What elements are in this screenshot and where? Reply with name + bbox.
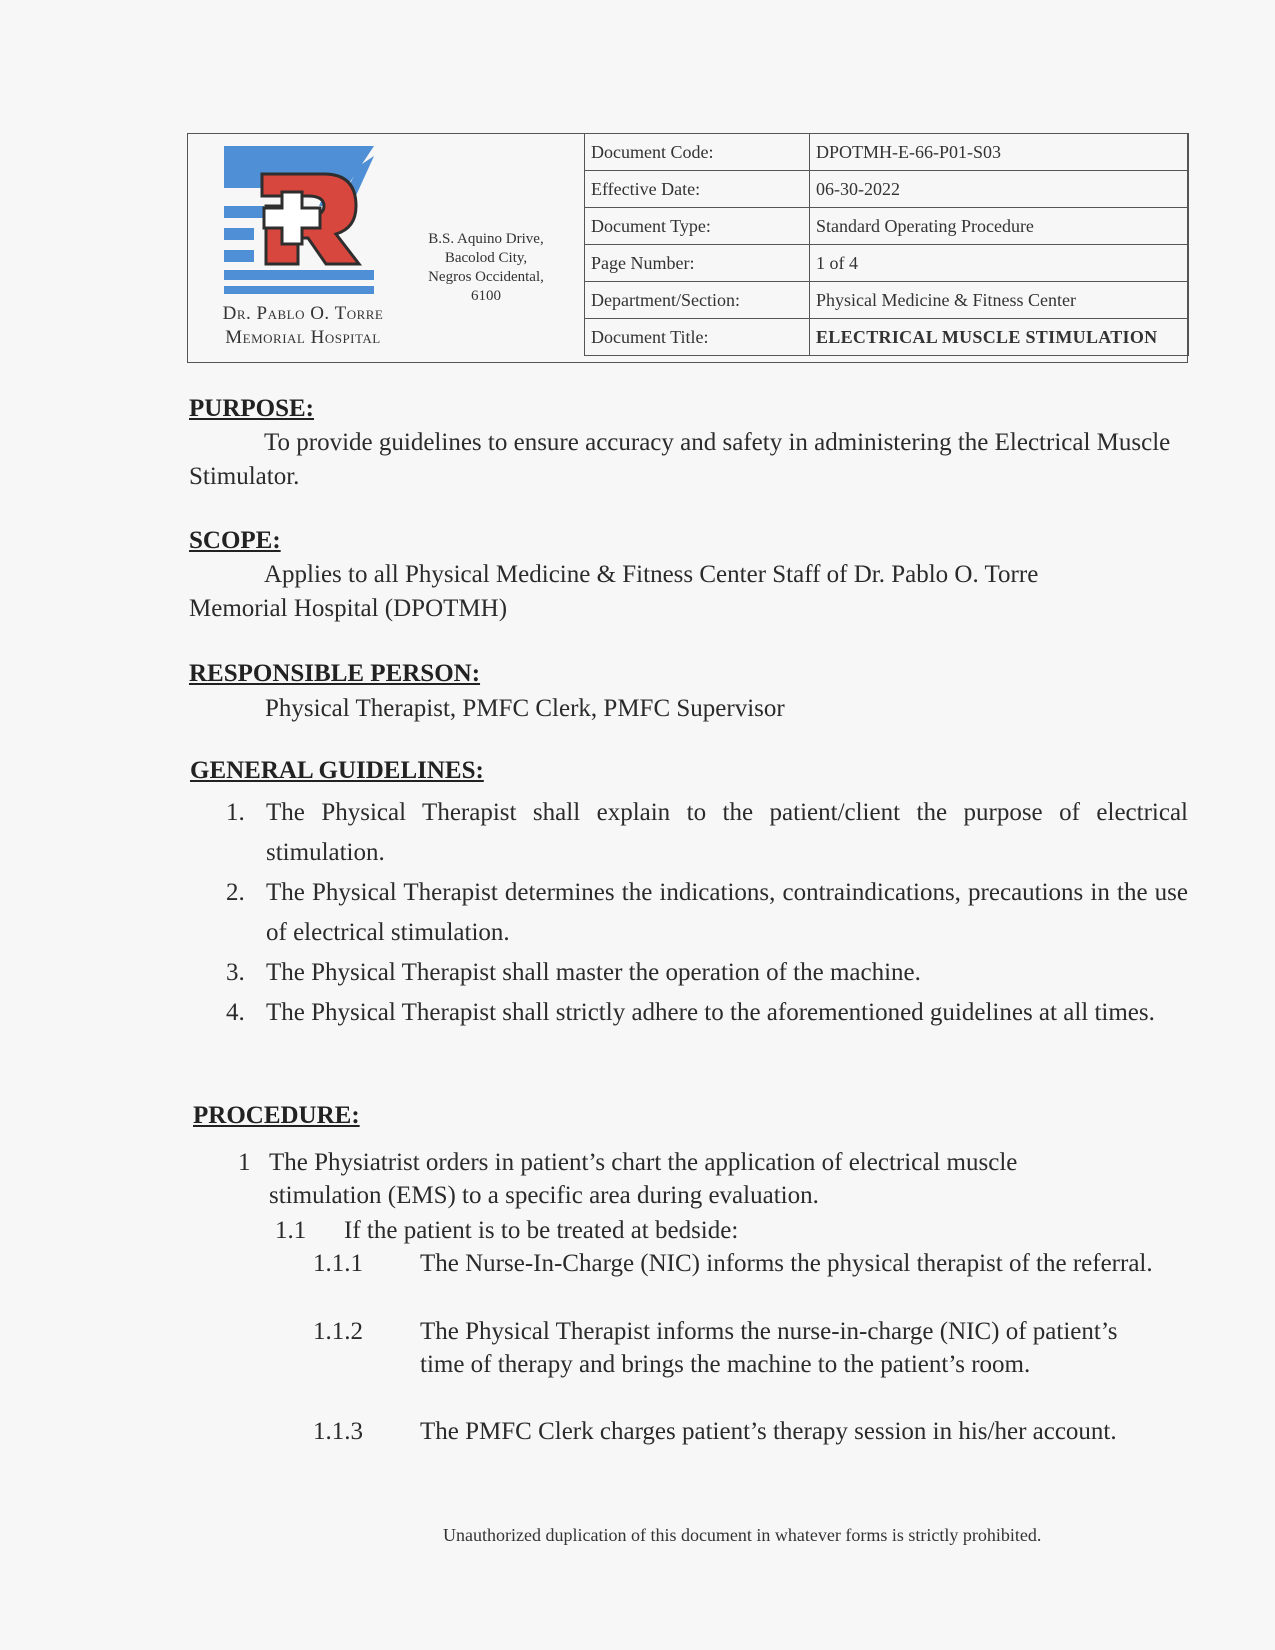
scope-text: Applies to all Physical Medicine & Fitness Center Staff of Dr. Pablo O. Torre Memorial Hospital (DPOTMH) xyxy=(189,561,1039,622)
table-row xyxy=(585,171,1189,208)
hospital-name-line2: Memorial Hospital xyxy=(225,327,381,348)
purpose-heading: PURPOSE: xyxy=(189,395,314,422)
list-item xyxy=(226,873,1188,953)
hospital-name-line1: Dr. Pablo O. Torre xyxy=(222,303,384,324)
responsible-text: Physical Therapist, PMFC Clerk, PMFC Supervisor xyxy=(265,695,785,722)
document-header xyxy=(187,133,1188,363)
list-item xyxy=(226,953,1188,993)
item-number: 2. xyxy=(226,879,245,906)
substep-number: 1.1.2 xyxy=(313,1318,363,1345)
address-line: B.S. Aquino Drive, xyxy=(428,231,544,247)
substep-text: The Physical Therapist informs the nurse-in-charge (NIC) of patient’s time of therapy and brings the machine to the patient’s room. xyxy=(420,1318,1118,1378)
hospital-logo-cell xyxy=(188,134,585,362)
scope-heading: SCOPE: xyxy=(189,527,281,554)
procedure-heading: PROCEDURE: xyxy=(193,1102,360,1129)
step-text: If the patient is to be treated at bedside: xyxy=(344,1217,739,1244)
info-value: Physical Medicine & Fitness Center xyxy=(810,282,1189,319)
table-row xyxy=(585,208,1189,245)
document-info-table xyxy=(584,133,1189,356)
substep-number: 1.1.1 xyxy=(313,1250,363,1277)
item-number: 4. xyxy=(226,999,245,1026)
table-row xyxy=(585,319,1189,356)
item-number: 1. xyxy=(226,799,245,826)
info-label: Page Number: xyxy=(585,245,810,282)
item-text: The Physical Therapist shall master the operation of the machine. xyxy=(266,959,921,986)
address-line: 6100 xyxy=(471,288,501,304)
table-row xyxy=(585,134,1189,171)
step-number: 1.1 xyxy=(275,1217,307,1244)
item-text: The Physical Therapist shall explain to the patient/client the purpose of electrical stimulation. xyxy=(266,799,1188,866)
table-row xyxy=(585,245,1189,282)
guidelines-heading: GENERAL GUIDELINES: xyxy=(190,757,484,784)
substep-number: 1.1.3 xyxy=(313,1418,363,1445)
item-text: The Physical Therapist shall strictly adhere to the aforementioned guidelines at all times. xyxy=(266,999,1155,1026)
footer-notice: Unauthorized duplication of this document in whatever forms is strictly prohibited. xyxy=(443,1525,1042,1545)
hospital-logo xyxy=(224,146,384,296)
info-label: Effective Date: xyxy=(585,171,810,208)
info-value: DPOTMH-E-66-P01-S03 xyxy=(810,134,1189,171)
step-number: 1 xyxy=(238,1149,251,1176)
address-line: Bacolod City, xyxy=(444,250,528,266)
info-value: Standard Operating Procedure xyxy=(810,208,1189,245)
step-text: The Physiatrist orders in patient’s chart the application of electrical muscle stimulation (EMS) to a specific area during evaluation. xyxy=(269,1149,1018,1209)
responsible-heading: RESPONSIBLE PERSON: xyxy=(189,660,481,687)
hospital-address xyxy=(416,230,556,306)
substep-text: The Nurse-In-Charge (NIC) informs the physical therapist of the referral. xyxy=(420,1250,1153,1277)
guidelines-list xyxy=(226,793,1188,1033)
purpose-text: To provide guidelines to ensure accuracy and safety in administering the Electrical Muscle Stimulator. xyxy=(189,429,1171,490)
info-label: Document Code: xyxy=(585,134,810,171)
table-row xyxy=(585,282,1189,319)
hospital-name xyxy=(198,302,408,350)
substep-text: The PMFC Clerk charges patient’s therapy session in his/her account. xyxy=(420,1418,1117,1445)
item-number: 3. xyxy=(226,959,245,986)
info-label: Document Title: xyxy=(585,319,810,356)
list-item xyxy=(226,793,1188,873)
info-label: Document Type: xyxy=(585,208,810,245)
item-text: The Physical Therapist determines the indications, contraindications, precautions in the use of electrical stimulation. xyxy=(266,879,1188,946)
info-value: 06-30-2022 xyxy=(810,171,1189,208)
info-label: Department/Section: xyxy=(585,282,810,319)
address-line: Negros Occidental, xyxy=(428,269,544,285)
info-value: 1 of 4 xyxy=(810,245,1189,282)
document-title-value: ELECTRICAL MUSCLE STIMULATION xyxy=(810,319,1189,356)
list-item xyxy=(226,993,1188,1033)
